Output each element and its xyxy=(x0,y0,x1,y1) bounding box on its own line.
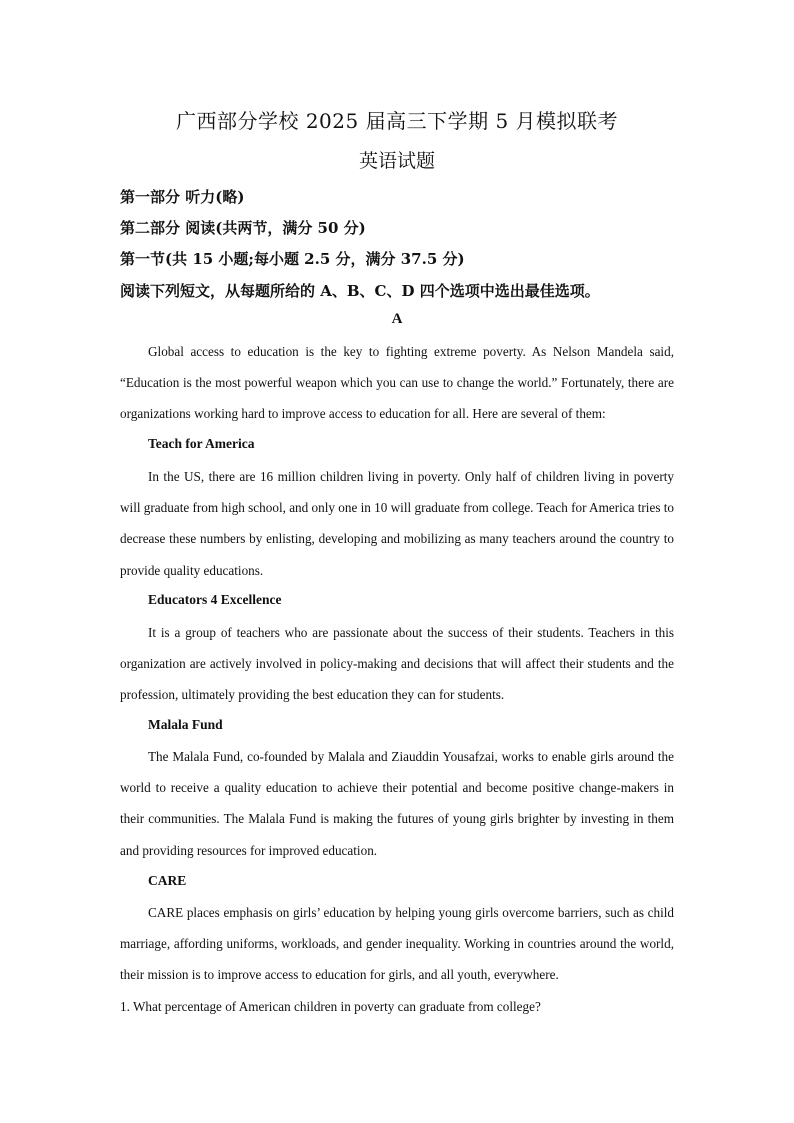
instruction-text: 阅读下列短文，从每题所给的 A、B、C、D 四个选项中选出最佳选项。 xyxy=(120,282,600,300)
intro-paragraph: Global access to education is the key to fighting extreme poverty. As Nelson Mandela said, “Education is the most powerful weapon which you can use to change the world.” Fortunately, there are organizations working hard to improve access to education for all. Here are several of them: xyxy=(120,344,674,422)
org-paragraph-care: CARE places emphasis on girls’ education by helping young girls overcome barriers, such as child marriage, affording uniforms, workloads, and gender inequality. Working in countries around the world, their mission is to improve access to education for girls, and all youth, everywhere. xyxy=(120,905,674,983)
exam-subtitle: 英语试题 xyxy=(358,150,435,172)
part-one-heading: 第一部分 听力(略) xyxy=(120,188,245,206)
org-heading-teach-for-america: Teach for America xyxy=(148,436,255,451)
question-1: 1. What percentage of American children in poverty can graduate from college? xyxy=(120,999,541,1014)
org-heading-care: CARE xyxy=(148,873,187,888)
org-paragraph-teach-for-america: In the US, there are 16 million children living in poverty. Only half of children living in poverty will graduate from high school, and only one in 10 will graduate from college. Teach for America tries to decrease these numbers by enlisting, developing and mobilizing as many teachers around the country to provide quality educations. xyxy=(120,469,675,578)
org-heading-malala-fund: Malala Fund xyxy=(148,717,223,732)
passage-label: A xyxy=(391,311,403,327)
org-heading-educators-4-excellence: Educators 4 Excellence xyxy=(148,592,282,607)
part-two-heading: 第二部分 阅读(共两节，满分 50 分) xyxy=(120,219,366,237)
org-paragraph-educators-4-excellence: It is a group of teachers who are passionate about the success of their students. Teachers in this organization are actively involved in policy-making and decisions that will affect their students and the profession, ultimately providing the best education they can for students. xyxy=(120,625,674,703)
section-one-heading: 第一节(共 15 小题;每小题 2.5 分，满分 37.5 分) xyxy=(120,250,465,268)
exam-title: 广西部分学校 2025 届高三下学期 5 月模拟联考 xyxy=(175,109,619,133)
org-paragraph-malala-fund: The Malala Fund, co-founded by Malala and Ziauddin Yousafzai, works to enable girls around the world to receive a quality education to achieve their potential and become positive change-makers in their communities. The Malala Fund is making the futures of young girls brighter by investing in them and providing resources for improved education. xyxy=(120,749,674,858)
